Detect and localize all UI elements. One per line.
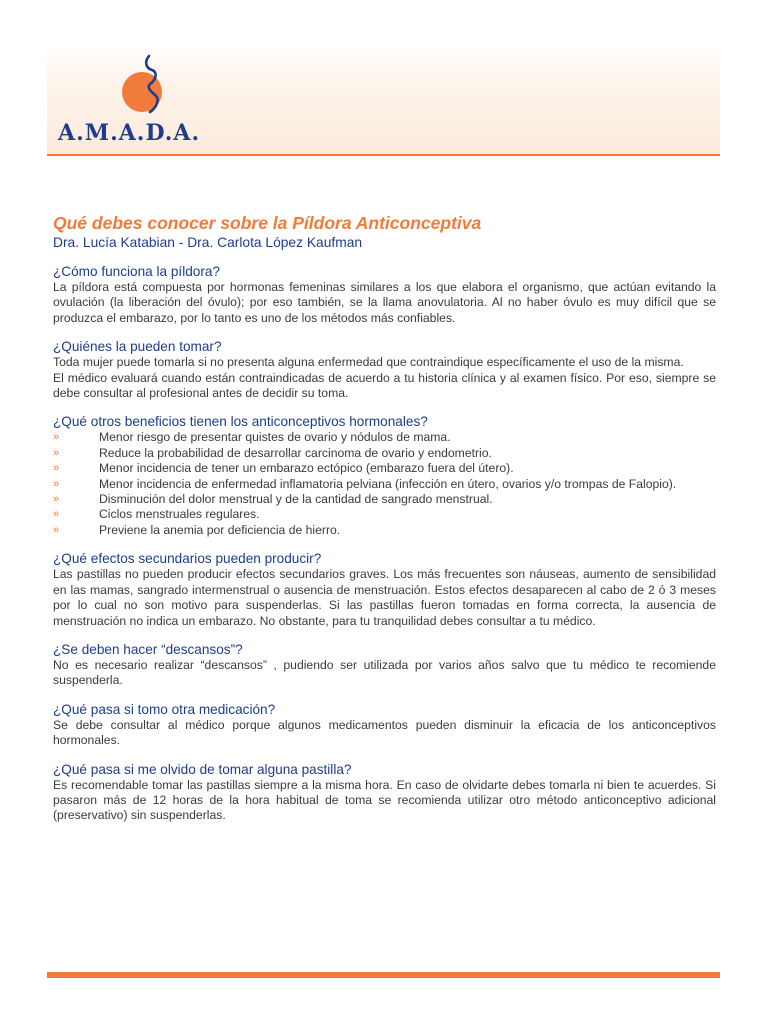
list-item-text: Disminución del dolor menstrual y de la cantidad de sangrado menstrual. (99, 492, 493, 507)
section-paragraph: El médico evaluará cuando están contraindicadas de acuerdo a tu historia clínica y al examen físico. Por eso, siempre se debe consultar al profesional antes de decidir su toma. (53, 370, 716, 401)
list-item (53, 477, 716, 492)
list-item (53, 507, 716, 522)
logo-wordmark: A.M.A.D.A. (58, 120, 201, 146)
section-heading: ¿Qué efectos secundarios pueden producir? (53, 551, 322, 567)
article (53, 212, 716, 837)
header-divider (47, 154, 720, 156)
amada-logo (58, 50, 228, 154)
section-heading: ¿Qué pasa si tomo otra medicación? (53, 701, 276, 717)
bullet-marker-icon: » (53, 508, 60, 521)
section-heading: ¿Qué pasa si me olvido de tomar alguna pastilla? (53, 761, 352, 777)
article-section (53, 551, 716, 629)
list-item (53, 446, 716, 461)
logo-figure-icon (116, 52, 176, 122)
bullet-marker-icon: » (53, 431, 60, 444)
list-item-text: Previene la anemia por deficiencia de hierro. (99, 522, 341, 537)
article-section (53, 414, 716, 538)
article-section (53, 264, 716, 326)
footer-divider (47, 972, 720, 978)
section-paragraph: La píldora está compuesta por hormonas femeninas similares a los que elabora el organismo, que actúan evitando la ovulación (la liberación del óvulo); por eso también, se la llama anovulatoria. Al no haber óvulo es muy difícil que se produzca el embarazo, por lo tanto es uno de los métodos más confiables. (53, 280, 716, 325)
bullet-marker-icon: » (53, 462, 60, 475)
article-section (53, 339, 716, 401)
list-item (53, 492, 716, 507)
article-section (53, 762, 716, 824)
bullet-marker-icon: » (53, 523, 60, 536)
list-item-text: Ciclos menstruales regulares. (99, 507, 260, 522)
section-paragraph: Toda mujer puede tomarla si no presenta alguna enfermedad que contraindique específicamente el uso de la misma. (53, 355, 684, 370)
bullet-marker-icon: » (53, 446, 60, 459)
list-item-text: Menor incidencia de tener un embarazo ectópico (embarazo fuera del útero). (99, 461, 514, 476)
list-item-text: Menor riesgo de presentar quistes de ovario y nódulos de mama. (99, 430, 451, 445)
section-paragraph: Las pastillas no pueden producir efectos secundarios graves. Los más frecuentes son náuseas, aumento de sensibilidad en las mamas, sangrado intermenstrual o ausencia de menstruación. Estos efectos desaparecen al cabo de 2 ó 3 meses por lo cual no son motivo para suspenderlas. Si las pastillas fueron tomadas en forma correcta, la ausencia de menstruación no indica un embarazo. No obstante, para tu tranquilidad debes consultar a tu médico. (53, 567, 716, 628)
section-heading: ¿Qué otros beneficios tienen los anticonceptivos hormonales? (53, 414, 428, 430)
bullet-marker-icon: » (53, 477, 60, 490)
list-item (53, 461, 716, 476)
section-heading: ¿Quiénes la pueden tomar? (53, 339, 222, 355)
list-item (53, 430, 716, 445)
benefits-list (53, 430, 716, 538)
article-section (53, 642, 716, 689)
article-sections (53, 264, 716, 824)
list-item (53, 523, 716, 538)
section-paragraph: Se debe consultar al médico porque algunos medicamentos pueden disminuir la eficacia de los anticonceptivos hormonales. (53, 717, 716, 748)
article-title: Qué debes conocer sobre la Píldora Anticonceptiva (53, 213, 482, 233)
article-authors: Dra. Lucía Katabian - Dra. Carlota López Kaufman (53, 235, 363, 250)
section-heading: ¿Se deben hacer “descansos”? (53, 641, 243, 657)
list-item-text: Reduce la probabilidad de desarrollar carcinoma de ovario y endometrio. (99, 445, 492, 460)
article-section (53, 702, 716, 749)
section-paragraph: No es necesario realizar “descansos” , pudiendo ser utilizada por varios años salvo que tu médico te recomiende suspenderla. (53, 657, 716, 688)
section-heading: ¿Cómo funciona la píldora? (53, 264, 220, 279)
section-paragraph: Es recomendable tomar las pastillas siempre a la misma hora. En caso de olvidarte debes tomarla ni bien te acuerdes. Si pasaron más de 12 horas de la hora habitual de toma se recomienda utilizar otro método anticonceptivo adicional (preservativo) sin suspenderlas. (53, 777, 716, 823)
list-item-text: Menor incidencia de enfermedad inflamatoria pelviana (infección en útero, ovarios y/o trompas de Falopio). (99, 476, 677, 491)
bullet-marker-icon: » (53, 493, 60, 506)
